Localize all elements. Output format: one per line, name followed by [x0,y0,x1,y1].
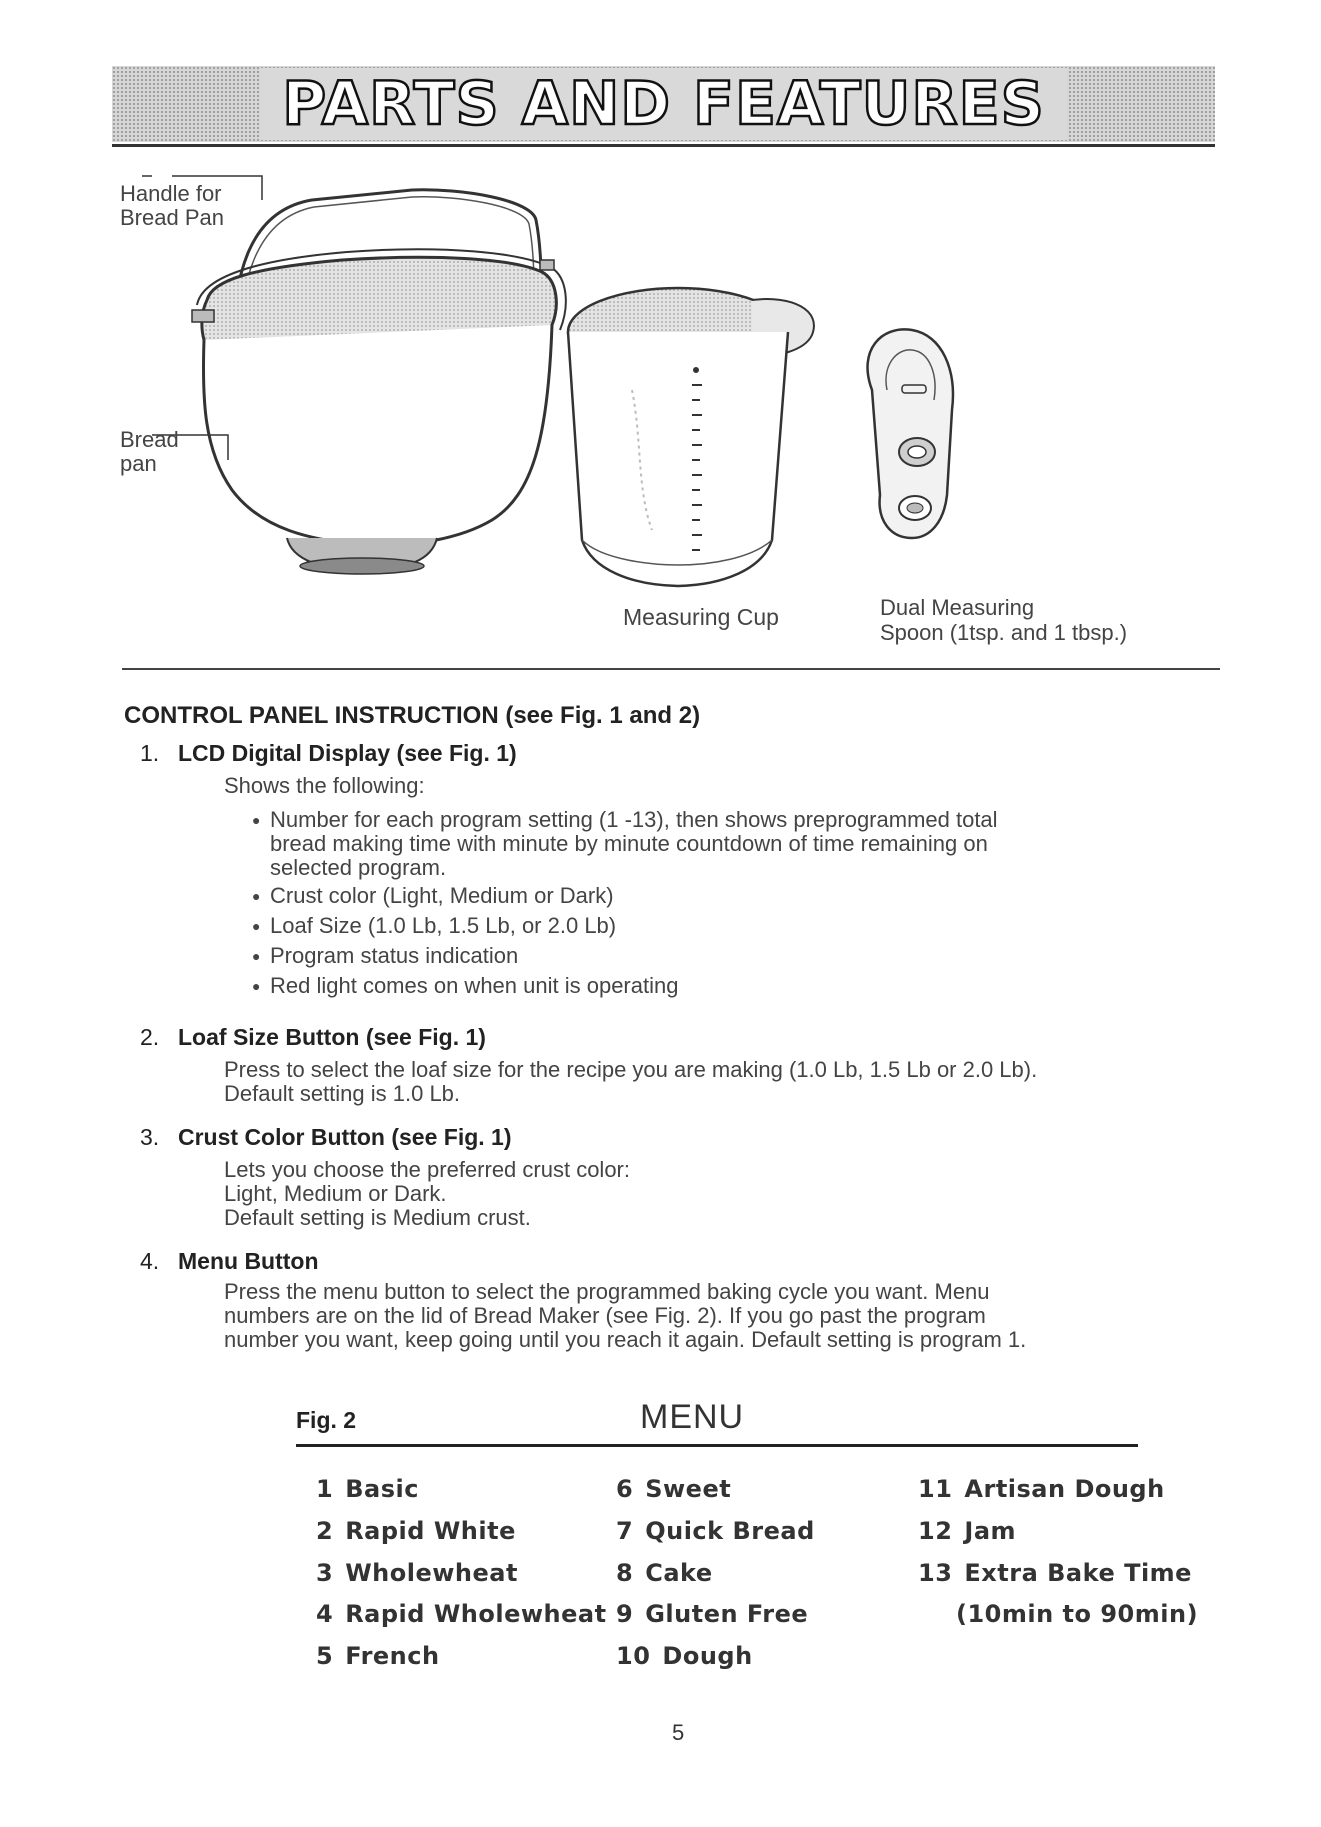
menu-item-label: Gluten Free [645,1600,809,1628]
item-2-heading [140,1024,486,1051]
item-3-line1: Lets you choose the preferred crust color: [224,1157,630,1182]
bullet-3-line1: Loaf Size (1.0 Lb, 1.5 Lb, or 2.0 Lb) [270,913,617,938]
bullet-2 [252,883,614,908]
item-1-number: 1. [140,740,160,766]
menu-item-label: Quick Bread [645,1517,815,1545]
item-4-line1: Press the menu button to select the programmed baking cycle you want. Menu [224,1279,990,1304]
menu-item-number: 2 [316,1517,334,1545]
menu-item-label: Sweet [645,1475,732,1503]
item-1-title: LCD Digital Display (see Fig. 1) [178,740,517,766]
menu-item-note [956,1600,1198,1628]
menu-item [316,1475,419,1503]
bullet-1-line1: Number for each program setting (1 -13), then shows preprogrammed total [270,807,998,832]
bullet-4 [252,943,519,968]
menu-item-number: 3 [316,1559,334,1587]
item-3-body [224,1158,630,1230]
callout-handle [120,182,224,230]
bullet-1-line2: bread making time with minute by minute countdown of time remaining on [270,831,988,856]
bullet-1 [252,807,998,880]
menu-item-number: 4 [316,1600,334,1628]
item-3-number: 3. [140,1124,160,1150]
menu-item [616,1642,753,1670]
callout-handle-line1: Handle for [120,181,222,206]
item-2-title: Loaf Size Button (see Fig. 1) [178,1024,486,1050]
item-4-heading [140,1248,319,1275]
menu-title: MENU [640,1398,745,1436]
menu-item-label: (10min to 90min) [956,1600,1199,1628]
menu-item-number: 5 [316,1642,334,1670]
menu-item-label: Wholewheat [345,1559,518,1587]
callout-pan-line1: Bread [120,427,179,452]
control-panel-heading: CONTROL PANEL INSTRUCTION (see Fig. 1 and 2) [124,702,701,729]
menu-item [918,1559,1192,1587]
measuring-cup-drawing [568,288,814,586]
bullet-2-line1: Crust color (Light, Medium or Dark) [270,883,614,908]
menu-item [616,1600,808,1628]
bullet-5-line1: Red light comes on when unit is operating [270,973,679,998]
menu-item-label: Dough [662,1642,753,1670]
bullet-3 [252,913,617,938]
menu-item-label: Cake [645,1559,713,1587]
menu-item-number: 9 [616,1600,634,1628]
menu-item-number: 8 [616,1559,634,1587]
caption-spoon-line2: Spoon (1tsp. and 1 tbsp.) [880,620,1128,645]
menu-item [918,1517,1016,1545]
menu-item-number: 11 [918,1475,953,1503]
item-2-line2: Default setting is 1.0 Lb. [224,1081,461,1106]
caption-spoon-line1: Dual Measuring [880,595,1035,620]
bullet-4-line1: Program status indication [270,943,519,968]
menu-item-label: Basic [345,1475,419,1503]
menu-item [616,1559,713,1587]
menu-item [616,1475,731,1503]
menu-item [316,1559,518,1587]
figure-label: Fig. 2 [296,1407,357,1433]
menu-item-label: Rapid White [345,1517,516,1545]
item-3-line2: Light, Medium or Dark. [224,1181,447,1206]
callout-pan-line2: pan [120,451,157,476]
menu-item-label: French [345,1642,440,1670]
page-number: 5 [672,1720,685,1745]
menu-item-number: 1 [316,1475,334,1503]
bullet-dot-icon: ● [252,978,261,994]
item-3-line3: Default setting is Medium crust. [224,1205,531,1230]
menu-item-number: 10 [616,1642,651,1670]
item-4-line3: number you want, keep going until you reach it again. Default setting is program 1. [224,1327,1027,1352]
callout-pan [120,428,179,476]
caption-measuring-cup: Measuring Cup [623,604,779,630]
menu-item [316,1642,440,1670]
item-4-number: 4. [140,1248,160,1274]
bread-pan-drawing [142,176,566,574]
menu-item-number: 12 [918,1517,953,1545]
item-3-title: Crust Color Button (see Fig. 1) [178,1124,512,1150]
bullet-5 [252,973,679,998]
item-1-intro: Shows the following: [224,773,425,798]
item-4-line2: numbers are on the lid of Bread Maker (see Fig. 2). If you go past the program [224,1303,986,1328]
bullet-1-line3: selected program. [270,855,447,880]
item-1-heading [140,740,517,767]
measuring-spoon-drawing [868,329,953,538]
callout-handle-line2: Bread Pan [120,205,224,230]
menu-item-number: 6 [616,1475,634,1503]
page-title: PARTS AND FEATURES [260,68,1067,140]
caption-measuring-spoon [880,595,1127,645]
menu-item-number: 7 [616,1517,634,1545]
item-2-line1: Press to select the loaf size for the recipe you are making (1.0 Lb, 1.5 Lb or 2.0 Lb). [224,1057,1038,1082]
item-2-number: 2. [140,1024,160,1050]
menu-item [616,1517,815,1545]
menu-item [918,1475,1165,1503]
bullet-dot-icon: ● [252,888,261,904]
menu-item-label: Artisan Dough [964,1475,1165,1503]
menu-item-label: Rapid Wholewheat [345,1600,607,1628]
item-3-heading [140,1124,512,1151]
section-divider [122,668,1220,670]
menu-item-label: Extra Bake Time [964,1559,1192,1587]
item-4-title: Menu Button [178,1248,319,1274]
bullet-dot-icon: ● [252,918,261,934]
header-banner [112,66,1215,142]
menu-item-number: 13 [918,1559,953,1587]
menu-item-label: Jam [964,1517,1017,1545]
item-4-body [224,1280,1026,1352]
header-rule [112,144,1215,147]
item-2-body [224,1058,1037,1106]
menu-item [316,1600,607,1628]
bullet-dot-icon: ● [252,948,261,964]
menu-rule [296,1444,1138,1447]
menu-item [316,1517,516,1545]
bullet-dot-icon: ● [252,812,261,828]
